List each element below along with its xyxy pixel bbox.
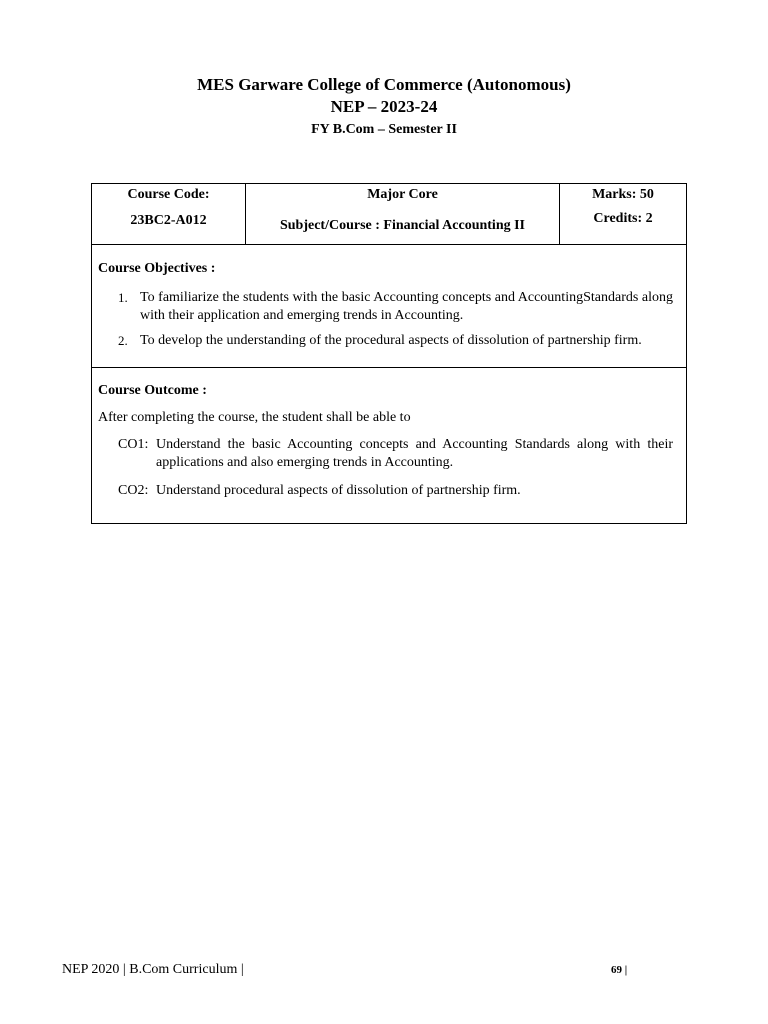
course-outcome-section [92, 368, 686, 523]
outcome-label: CO2: [118, 483, 149, 498]
objective-item [118, 332, 673, 350]
course-subject: Subject/Course : Financial Accounting II [279, 218, 525, 233]
semester-title: FY B.Com – Semester II [311, 122, 457, 137]
marks: Marks: 50 [592, 187, 654, 202]
course-box [91, 183, 687, 524]
objective-number: 2. [118, 333, 128, 348]
credits: Credits: 2 [593, 211, 653, 226]
course-info-row [92, 184, 686, 245]
course-objectives-section [92, 245, 686, 368]
page-number: 69 | [611, 964, 628, 976]
course-code-label: Course Code: [127, 187, 210, 202]
marks-credits-cell [560, 184, 686, 244]
outcome-item [118, 436, 673, 472]
course-category-cell [246, 184, 560, 244]
nep-year: NEP – 2023-24 [330, 97, 438, 116]
objective-text: To develop the understanding of the procedural aspects of dissolution of partnership firm. [140, 333, 642, 348]
course-code-value: 23BC2-A012 [130, 213, 207, 228]
footer-curriculum: NEP 2020 | B.Com Curriculum | [62, 962, 244, 977]
objective-number: 1. [118, 290, 128, 305]
outcome-text: Understand procedural aspects of dissolution of partnership firm. [156, 483, 521, 498]
objective-item [118, 289, 673, 325]
outcome-item [118, 482, 673, 500]
outcome-title: Course Outcome : [98, 383, 207, 398]
objectives-title: Course Objectives : [98, 261, 216, 276]
outcome-text: Understand the basic Accounting concepts and Accounting Standards along with their applications and also emerging trends in Accounting. [156, 437, 673, 470]
outcome-intro: After completing the course, the student shall be able to [98, 410, 411, 425]
outcome-label: CO1: [118, 437, 149, 452]
course-category: Major Core [367, 187, 438, 202]
objective-text: To familiarize the students with the basic Accounting concepts and AccountingStandards along with their application and emerging trends in Accounting. [140, 290, 673, 323]
course-code-cell [92, 184, 246, 244]
college-name: MES Garware College of Commerce (Autonomous) [197, 75, 571, 94]
